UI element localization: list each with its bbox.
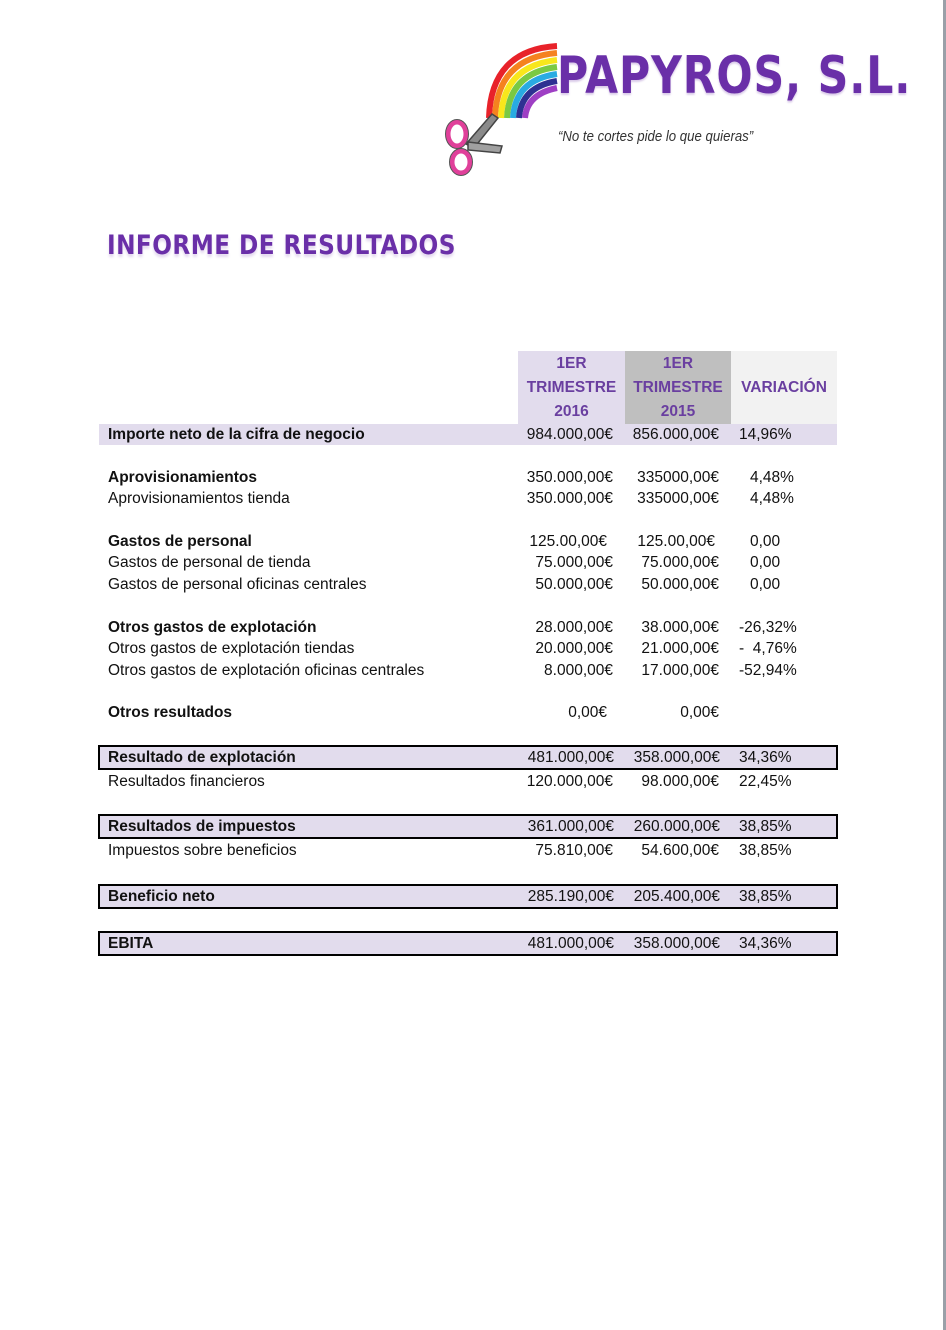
table-row-resultados-financieros xyxy=(99,771,837,792)
table-row-importe-neto xyxy=(99,424,837,445)
table-row-gastos-personal xyxy=(99,531,837,552)
row-label: Otros gastos de explotación tiendas xyxy=(108,640,355,657)
table-row-aprovisionamientos-tienda xyxy=(99,488,837,509)
variation: 0,00 xyxy=(750,554,781,571)
table-row-otros-gastos-oficinas xyxy=(99,660,837,681)
value-2016: 125.00,00€ xyxy=(529,533,607,550)
value-2015: 50.000,00€ xyxy=(641,576,719,593)
value-2015: 98.000,00€ xyxy=(641,773,719,790)
header-1er-trimestre-2016: 1ER TRIMESTRE 2016 xyxy=(518,351,625,424)
variation: 38,85% xyxy=(739,818,792,835)
value-2016: 75.000,00€ xyxy=(535,554,613,571)
table-row-otros-gastos-explotacion xyxy=(99,617,837,638)
value-2016: 350.000,00€ xyxy=(526,490,613,507)
variation: -52,94% xyxy=(739,662,797,679)
row-label: Importe neto de la cifra de negocio xyxy=(108,426,365,443)
scissors-icon xyxy=(444,106,504,176)
value-2016: 481.000,00€ xyxy=(527,749,614,766)
row-label: Resultado de explotación xyxy=(108,749,296,766)
row-label: Aprovisionamientos tienda xyxy=(108,490,290,507)
value-2015: 856.000,00€ xyxy=(632,426,719,443)
variation: 14,96% xyxy=(739,426,792,443)
variation: 22,45% xyxy=(739,773,792,790)
value-2015: 125.00,00€ xyxy=(637,533,715,550)
company-logo xyxy=(444,36,912,176)
row-label: Aprovisionamientos xyxy=(108,469,257,486)
variation: 34,36% xyxy=(739,935,792,952)
variation: 38,85% xyxy=(739,842,792,859)
value-2015: 0,00€ xyxy=(680,704,719,721)
table-row-aprovisionamientos xyxy=(99,467,837,488)
table-row-otros-gastos-tiendas xyxy=(99,638,837,659)
row-label: Otros resultados xyxy=(108,704,233,721)
value-2016: 20.000,00€ xyxy=(535,640,613,657)
value-2015: 54.600,00€ xyxy=(641,842,719,859)
table-row-otros-resultados xyxy=(99,702,837,723)
company-name: PAPYROS, S.L. xyxy=(557,46,912,106)
table-row-resultados-impuestos xyxy=(98,814,838,839)
value-2016: 285.190,00€ xyxy=(527,888,614,905)
row-label: Otros gastos de explotación xyxy=(108,619,317,636)
row-label: Gastos de personal de tienda xyxy=(108,554,311,571)
variation: 0,00 xyxy=(750,576,781,593)
value-2016: 984.000,00€ xyxy=(526,426,613,443)
value-2015: 21.000,00€ xyxy=(641,640,719,657)
value-2016: 75.810,00€ xyxy=(535,842,613,859)
row-label: EBITA xyxy=(108,935,154,952)
value-2015: 335000,00€ xyxy=(637,490,719,507)
value-2016: 0,00€ xyxy=(568,704,607,721)
value-2016: 120.000,00€ xyxy=(526,773,613,790)
row-label: Resultados financieros xyxy=(108,773,265,790)
row-label: Gastos de personal xyxy=(108,533,252,550)
header-variacion: VARIACIÓN xyxy=(731,351,837,424)
value-2016: 8.000,00€ xyxy=(544,662,613,679)
row-label: Gastos de personal oficinas centrales xyxy=(108,576,367,593)
row-label: Impuestos sobre beneficios xyxy=(108,842,297,859)
company-slogan: “No te cortes pide lo que quieras” xyxy=(558,128,754,145)
value-2016: 350.000,00€ xyxy=(526,469,613,486)
table-row-resultado-explotacion xyxy=(98,745,838,770)
row-label: Beneficio neto xyxy=(108,888,215,905)
value-2016: 50.000,00€ xyxy=(535,576,613,593)
value-2015: 75.000,00€ xyxy=(641,554,719,571)
variation: 0,00 xyxy=(750,533,781,550)
table-row-gastos-personal-tienda xyxy=(99,552,837,573)
value-2015: 38.000,00€ xyxy=(641,619,719,636)
value-2015: 358.000,00€ xyxy=(633,935,720,952)
variation: 38,85% xyxy=(739,888,792,905)
header-1er-trimestre-2015: 1ER TRIMESTRE 2015 xyxy=(625,351,731,424)
report-title: INFORME DE RESULTADOS xyxy=(107,230,456,261)
variation: 4,48% xyxy=(750,490,794,507)
row-label: Resultados de impuestos xyxy=(108,818,296,835)
value-2015: 335000,00€ xyxy=(637,469,719,486)
table-row-gastos-personal-oficinas xyxy=(99,574,837,595)
table-row-beneficio-neto xyxy=(98,884,838,909)
variation: - 4,76% xyxy=(739,640,797,657)
value-2016: 481.000,00€ xyxy=(527,935,614,952)
variation: 4,48% xyxy=(750,469,794,486)
value-2015: 358.000,00€ xyxy=(633,749,720,766)
value-2016: 28.000,00€ xyxy=(535,619,613,636)
table-row-impuestos-beneficios xyxy=(99,840,837,861)
variation: -26,32% xyxy=(739,619,797,636)
value-2015: 260.000,00€ xyxy=(633,818,720,835)
row-label: Otros gastos de explotación oficinas centrales xyxy=(108,662,425,679)
value-2015: 205.400,00€ xyxy=(633,888,720,905)
table-row-ebita xyxy=(98,931,838,956)
value-2015: 17.000,00€ xyxy=(641,662,719,679)
variation: 34,36% xyxy=(739,749,792,766)
value-2016: 361.000,00€ xyxy=(527,818,614,835)
